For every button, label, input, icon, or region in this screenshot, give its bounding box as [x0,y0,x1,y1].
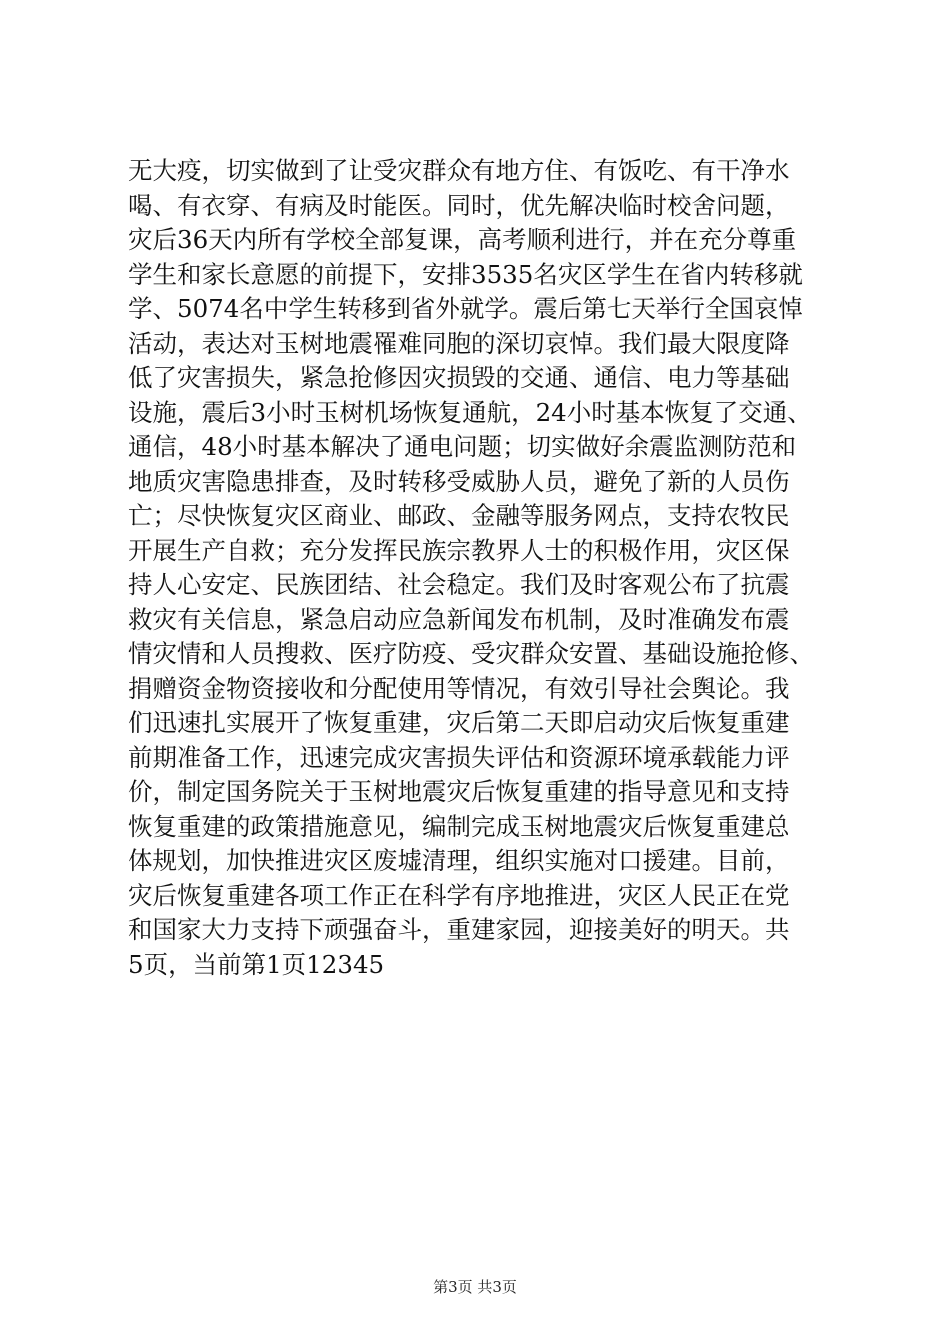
text-line: 设施，震后3小时玉树机场恢复通航，24小时基本恢复了交通、 [128,397,812,427]
text-line: 情灾情和人员搜救、医疗防疫、受灾群众安置、基础设施抢修、 [128,639,814,668]
text-line: 活动，表达对玉树地震罹难同胞的深切哀悼。我们最大限度降 [128,328,790,358]
text-line: 低了灾害损失，紧急抢修因灾损毁的交通、通信、电力等基础 [128,363,790,392]
text-line: 无大疫，切实做到了让受灾群众有地方住、有饭吃、有干净水 [128,156,790,185]
text-line: 前期准备工作，迅速完成灾害损失评估和资源环境承载能力评 [128,742,790,772]
text-line: 学生和家长意愿的前提下，安排3535名灾区学生在省内转移就 [128,259,803,289]
text-line: 亡；尽快恢复灾区商业、邮政、金融等服务网点，支持农牧民 [128,501,790,530]
text-line: 和国家大力支持下顽强奋斗，重建家园，迎接美好的明天。共 [128,915,790,944]
text-line: 地质灾害隐患排查，及时转移受威胁人员，避免了新的人员伤 [128,466,790,496]
text-line: 价，制定国务院关于玉树地震灾后恢复重建的指导意见和支持 [128,777,790,806]
text-line: 恢复重建的政策措施意见，编制完成玉树地震灾后恢复重建总 [128,811,790,841]
body-text [128,154,828,982]
text-line: 学、5074名中学生转移到省外就学。震后第七天举行全国哀悼 [128,294,803,323]
page-footer: 第3页 共3页 [433,1278,517,1296]
text-line: 们迅速扎实展开了恢复重建，灾后第二天即启动灾后恢复重建 [128,708,790,737]
text-line: 救灾有关信息，紧急启动应急新闻发布机制，及时准确发布震 [128,604,790,634]
text-line: 灾后36天内所有学校全部复课，高考顺利进行，并在充分尊重 [128,225,797,254]
text-line: 5页，当前第1页12345 [128,949,385,979]
text-line: 喝、有衣穿、有病及时能医。同时，优先解决临时校舍问题， [128,190,790,220]
text-line: 灾后恢复重建各项工作正在科学有序地推进，灾区人民正在党 [128,880,790,910]
text-line: 捐赠资金物资接收和分配使用等情况，有效引导社会舆论。我 [128,673,790,703]
text-line: 开展生产自救；充分发挥民族宗教界人士的积极作用，灾区保 [128,535,790,565]
text-line: 持人心安定、民族团结、社会稳定。我们及时客观公布了抗震 [128,570,790,599]
text-line: 通信，48小时基本解决了通电问题；切实做好余震监测防范和 [128,432,797,461]
text-line: 体规划，加快推进灾区废墟清理，组织实施对口援建。目前， [128,846,790,875]
